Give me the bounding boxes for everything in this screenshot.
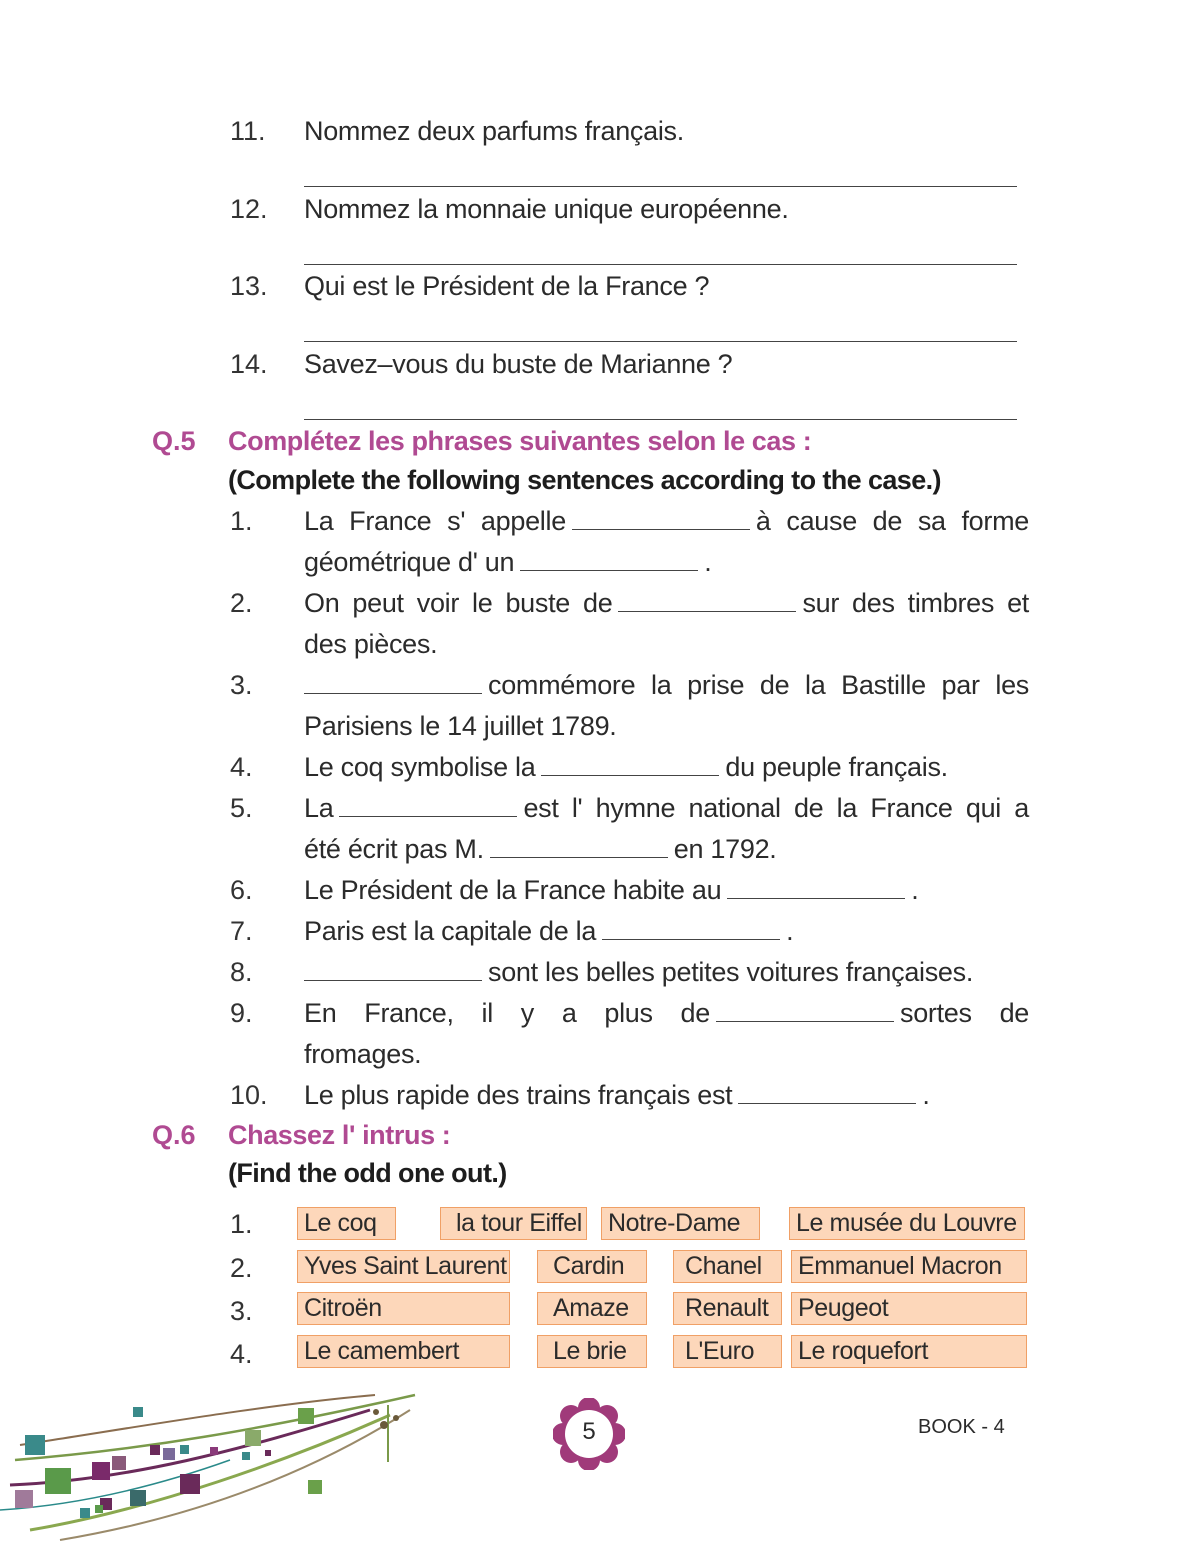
question-label: Q.5 <box>152 426 196 456</box>
sentence-text: On peut voir le buste de <box>304 588 613 618</box>
item-number: 13. <box>230 271 268 301</box>
item-number: 14. <box>230 349 268 379</box>
odd-word-option[interactable]: Yves Saint Laurent <box>297 1250 510 1283</box>
fill-blank[interactable] <box>716 999 894 1022</box>
item-number: 6. <box>230 875 253 905</box>
item-number: 3. <box>230 1296 253 1326</box>
odd-word-option[interactable]: Le camembert <box>297 1335 510 1368</box>
sentence-text: à cause de sa forme <box>755 506 1029 536</box>
sentence-line <box>304 957 973 988</box>
sentence-text: Le Président de la France habite au <box>304 875 722 905</box>
sentence-text: sont les belles petites voitures françaises. <box>488 957 974 987</box>
item-number: 7. <box>230 916 253 946</box>
sentence-text: Le plus rapide des trains français est <box>304 1080 733 1110</box>
odd-word-option[interactable]: Amaze <box>537 1292 647 1325</box>
fill-blank[interactable] <box>738 1081 916 1104</box>
sentence-text: La France s' appelle <box>304 506 566 536</box>
odd-word-option[interactable]: Le musée du Louvre <box>789 1207 1025 1240</box>
sentence-line <box>304 588 1029 619</box>
sentence-text: géométrique d' un <box>304 547 515 577</box>
odd-word-option[interactable]: Le coq <box>297 1207 396 1240</box>
page-number: 5 <box>582 1418 596 1445</box>
question-label: Q.6 <box>152 1120 196 1150</box>
item-number: 11. <box>230 116 266 146</box>
question-text: Nommez la monnaie unique européenne. <box>304 194 789 224</box>
question-text: Savez–vous du buste de Marianne ? <box>304 349 733 379</box>
item-number: 3. <box>230 670 253 700</box>
sentence-text: Parisiens le 14 juillet 1789. <box>304 711 617 741</box>
sentence-line <box>304 793 1029 824</box>
question-text: Nommez deux parfums français. <box>304 116 684 146</box>
answer-line[interactable] <box>304 341 1017 342</box>
item-number: 5. <box>230 793 253 823</box>
item-number: 2. <box>230 588 253 618</box>
odd-word-option[interactable]: Emmanuel Macron <box>791 1250 1027 1283</box>
sentence-text: . <box>786 916 794 946</box>
sentence-line <box>304 834 776 865</box>
item-number: 9. <box>230 998 253 1028</box>
sentence-text: fromages. <box>304 1039 422 1069</box>
item-number: 4. <box>230 1339 253 1369</box>
sentence-text: est l' hymne national de la France qui a <box>523 793 1029 823</box>
item-number: 1. <box>230 506 253 536</box>
odd-word-option[interactable]: Notre-Dame <box>601 1207 760 1240</box>
item-number: 10. <box>230 1080 268 1110</box>
sentence-text: été écrit pas M. <box>304 834 484 864</box>
sentence-line <box>304 998 1029 1029</box>
sentence-text: sur des timbres et <box>802 588 1029 618</box>
sentence-text: Paris est la capitale de la <box>304 916 597 946</box>
sentence-line <box>304 875 919 906</box>
item-number: 2. <box>230 1253 253 1283</box>
item-number: 1. <box>230 1209 253 1239</box>
sentence-text: . <box>911 875 919 905</box>
odd-word-option[interactable]: Cardin <box>537 1250 647 1283</box>
sentence-line <box>304 916 793 947</box>
book-label: BOOK - 4 <box>918 1416 1005 1438</box>
fill-blank[interactable] <box>602 917 780 940</box>
fill-blank[interactable] <box>727 876 905 899</box>
sentence-line <box>304 752 948 783</box>
sentence-text: Le coq symbolise la <box>304 752 536 782</box>
question-text: Qui est le Président de la France ? <box>304 271 710 301</box>
fill-blank[interactable] <box>304 671 482 694</box>
sentence-line <box>304 1080 930 1111</box>
sentence-line <box>304 670 1029 701</box>
sentence-text: En France, il y a plus de <box>304 998 710 1028</box>
fill-blank[interactable] <box>541 753 719 776</box>
sentence-text: La <box>304 793 334 823</box>
sentence-line <box>304 547 711 578</box>
odd-word-option[interactable]: Chanel <box>673 1250 782 1283</box>
answer-line[interactable] <box>304 419 1017 420</box>
page-number-badge <box>553 1398 625 1470</box>
question-subtitle: (Complete the following sentences according to the case.) <box>228 465 941 495</box>
fill-blank[interactable] <box>572 507 750 530</box>
answer-line[interactable] <box>304 186 1017 187</box>
sentence-text: . <box>922 1080 930 1110</box>
item-number: 4. <box>230 752 253 782</box>
fill-blank[interactable] <box>490 835 668 858</box>
item-number: 8. <box>230 957 253 987</box>
sentence-text: commémore la prise de la Bastille par les <box>488 670 1029 700</box>
odd-word-option[interactable]: Peugeot <box>791 1292 1027 1325</box>
sentence-text: des pièces. <box>304 629 438 659</box>
odd-word-option[interactable]: Renault <box>673 1292 782 1325</box>
answer-line[interactable] <box>304 264 1017 265</box>
odd-word-option[interactable]: la tour Eiffel <box>440 1207 587 1240</box>
question-title: Complétez les phrases suivantes selon le cas : <box>228 426 812 456</box>
sentence-text: en 1792. <box>673 834 777 864</box>
fill-blank[interactable] <box>304 958 482 981</box>
odd-word-option[interactable]: Citroën <box>297 1292 510 1325</box>
odd-word-option[interactable]: L'Euro <box>673 1335 782 1368</box>
fill-blank[interactable] <box>339 794 517 817</box>
question-subtitle: (Find the odd one out.) <box>228 1158 507 1188</box>
sentence-text: du peuple français. <box>725 752 948 782</box>
odd-word-option[interactable]: Le roquefort <box>791 1335 1027 1368</box>
sentence-text: sortes de <box>900 998 1029 1028</box>
sentence-text: . <box>704 547 712 577</box>
fill-blank[interactable] <box>520 548 698 571</box>
odd-word-option[interactable]: Le brie <box>537 1335 647 1368</box>
item-number: 12. <box>230 194 268 224</box>
question-title: Chassez l' intrus : <box>228 1120 451 1150</box>
sentence-line <box>304 506 1029 537</box>
footer-decoration <box>0 1390 440 1563</box>
fill-blank[interactable] <box>618 589 796 612</box>
